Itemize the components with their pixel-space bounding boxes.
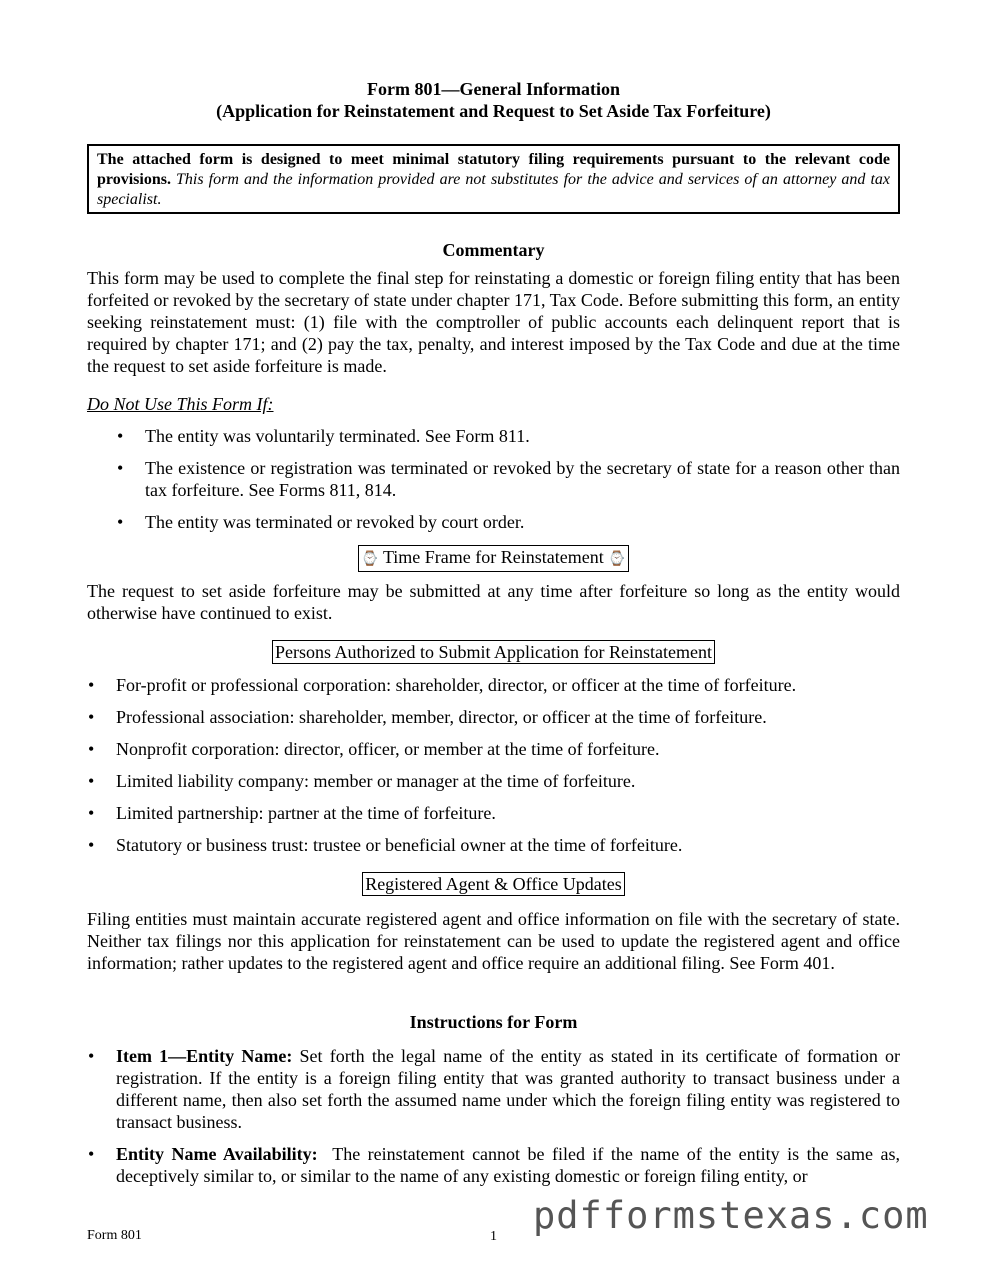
bullet-icon: • <box>88 675 95 695</box>
persons-list <box>87 674 900 856</box>
commentary-heading: Commentary <box>442 240 545 260</box>
bullet-icon: • <box>88 771 95 791</box>
registered-agent-heading-label: Registered Agent & Office Updates <box>362 872 625 896</box>
list-item: • Statutory or business trust: trustee or beneficial owner at the time of forfeiture. <box>88 835 683 855</box>
bullet-icon: • <box>117 512 124 532</box>
bullet-icon: • <box>88 835 95 855</box>
bullet-icon: • <box>88 803 95 823</box>
footer-form-label: Form 801 <box>87 1228 142 1243</box>
list-item: • The existence or registration was terminated or revoked by the secretary of state for a reason other than tax forfeiture. See Forms 811, 814. <box>117 458 900 500</box>
clock-icon: ⌚ <box>608 552 626 567</box>
time-frame-text: The request to set aside forfeiture may be submitted at any time after forfeiture so long as the entity would otherwise have continued to exist. <box>87 581 900 623</box>
instructions-heading: Instructions for Form <box>409 1012 578 1032</box>
persons-heading <box>87 640 900 664</box>
bullet-icon: • <box>88 1046 95 1066</box>
disclaimer-italic-text: This form and the information provided are not substitutes for the advice and services of an attorney and tax specialist. <box>97 171 891 208</box>
title-line-1: Form 801—General Information <box>367 79 620 99</box>
bullet-icon: • <box>88 707 95 727</box>
list-item: • Professional association: shareholder, member, director, or officer at the time of forfeiture. <box>88 707 767 727</box>
persons-heading-label: Persons Authorized to Submit Application for Reinstatement <box>272 640 715 664</box>
list-item: • For-profit or professional corporation: shareholder, director, or officer at the time of forfeiture. <box>88 675 797 695</box>
bullet-icon: • <box>88 739 95 759</box>
list-item: • Entity Name Availability: The reinstatement cannot be filed if the name of the entity is the same as, deceptively similar to, or similar to the name of any existing domestic or foreign filing entity, or <box>88 1144 900 1186</box>
footer-page-number: 1 <box>490 1229 497 1244</box>
time-frame-heading-label: Time Frame for Reinstatement <box>382 547 604 567</box>
disclaimer-bold-text: The attached form is designed to meet minimal statutory filing requirements pursuant to the relevant code provisions. <box>97 151 890 188</box>
bullet-icon: • <box>88 1144 95 1164</box>
clock-icon: ⌚ <box>361 552 379 567</box>
bullet-icon: • <box>117 458 124 478</box>
bullet-icon: • <box>117 426 124 446</box>
document-page <box>87 78 900 1187</box>
instructions-list <box>87 1045 900 1187</box>
title-line-2: (Application for Reinstatement and Request to Set Aside Tax Forfeiture) <box>216 101 771 121</box>
registered-agent-text: Filing entities must maintain accurate registered agent and office information on file with the secretary of state. Neither tax filings nor this application for reinstatement can be used to update the registered agent and office information; rather updates to the registered agent and office require an additional filing. See Form 401. <box>87 909 900 973</box>
registered-agent-heading <box>87 872 900 896</box>
disclaimer-box <box>87 144 900 214</box>
list-item: • Limited partnership: partner at the time of forfeiture. <box>88 803 496 823</box>
do-not-use-heading: Do Not Use This Form If: <box>87 394 274 414</box>
list-item: • The entity was terminated or revoked by court order. <box>117 512 525 532</box>
time-frame-heading <box>87 545 900 572</box>
do-not-use-list <box>87 425 900 533</box>
commentary-text: This form may be used to complete the final step for reinstating a domestic or foreign filing entity that has been forfeited or revoked by the secretary of state under chapter 171, Tax Code. Before submitting this form, an entity seeking reinstatement must: (1) file with the comptroller of public accounts each delinquent report that is required by chapter 171; and (2) pay the tax, penalty, and interest imposed by the Tax Code and due at the time the request to set aside forfeiture is made. <box>87 268 900 376</box>
list-item: • Nonprofit corporation: director, officer, or member at the time of forfeiture. <box>88 739 660 759</box>
list-item: • Item 1—Entity Name: Set forth the legal name of the entity as stated in its certificate of formation or registration. If the entity is a foreign filing entity that was granted authority to transact business under a different name, then also set forth the assumed name under which the foreign filing entity was registered to transact business. <box>88 1046 901 1132</box>
page-title <box>87 78 900 122</box>
watermark-text: pdfformstexas.com <box>533 1194 929 1237</box>
list-item: • Limited liability company: member or manager at the time of forfeiture. <box>88 771 636 791</box>
list-item: • The entity was voluntarily terminated. See Form 811. <box>117 426 530 446</box>
